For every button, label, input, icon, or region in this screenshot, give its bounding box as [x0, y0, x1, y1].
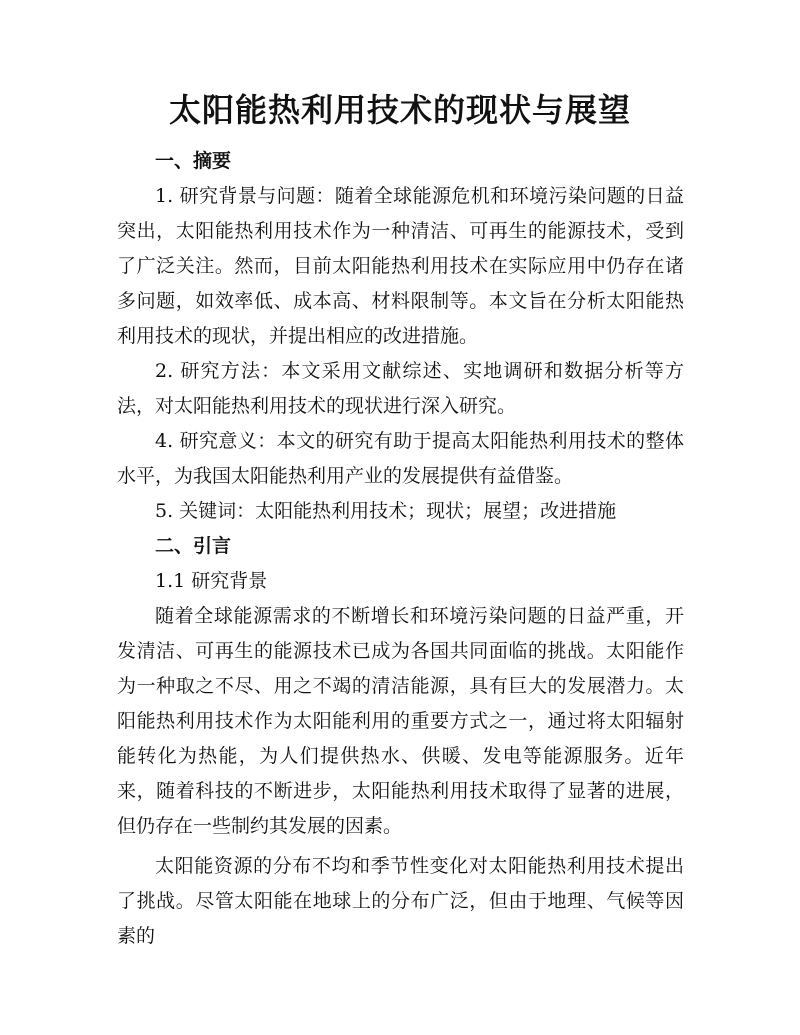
abstract-item-1: 1. 研究背景与问题：随着全球能源危机和环境污染问题的日益突出，太阳能热利用技术作为一种清洁、可再生的能源技术，受到了广泛关注。然而，目前太阳能热利用技术在实际应用中仍存在诸多问题，如效率低、成本高、材料限制等。本文旨在分析太阳能热利用技术的现状，并提出相应的改进措施。	[117, 185, 684, 347]
document-title: 太阳能热利用技术的现状与展望	[168, 91, 631, 129]
abstract-heading: 一、摘要	[155, 150, 232, 172]
abstract-item-4: 4. 研究意义：本文的研究有助于提高太阳能热利用技术的整体水平，为我国太阳能热利用产业的发展提供有益借鉴。	[117, 430, 684, 487]
document-body	[117, 144, 684, 954]
abstract-item-2: 2. 研究方法：本文采用文献综述、实地调研和数据分析等方法，对太阳能热利用技术的现状进行深入研究。	[117, 360, 684, 417]
abstract-item-5: 5. 关键词：太阳能热利用技术；现状；展望；改进措施	[155, 500, 617, 522]
intro-paragraph-2: 太阳能资源的分布不均和季节性变化对太阳能热利用技术提出了挑战。尽管太阳能在地球上的分布广泛，但由于地理、气候等因素的	[117, 855, 684, 947]
intro-paragraph-1: 随着全球能源需求的不断增长和环境污染问题的日益严重，开发清洁、可再生的能源技术已成为各国共同面临的挑战。太阳能作为一种取之不尽、用之不竭的清洁能源，具有巨大的发展潜力。太阳能热利用技术作为太阳能利用的重要方式之一，通过将太阳辐射能转化为热能，为人们提供热水、供暖、发电等能源服务。近年来，随着科技的不断进步，太阳能热利用技术取得了显著的进展，但仍存在一些制约其发展的因素。	[117, 605, 684, 837]
intro-heading: 二、引言	[155, 535, 232, 557]
subsection-heading: 1.1 研究背景	[155, 570, 268, 592]
